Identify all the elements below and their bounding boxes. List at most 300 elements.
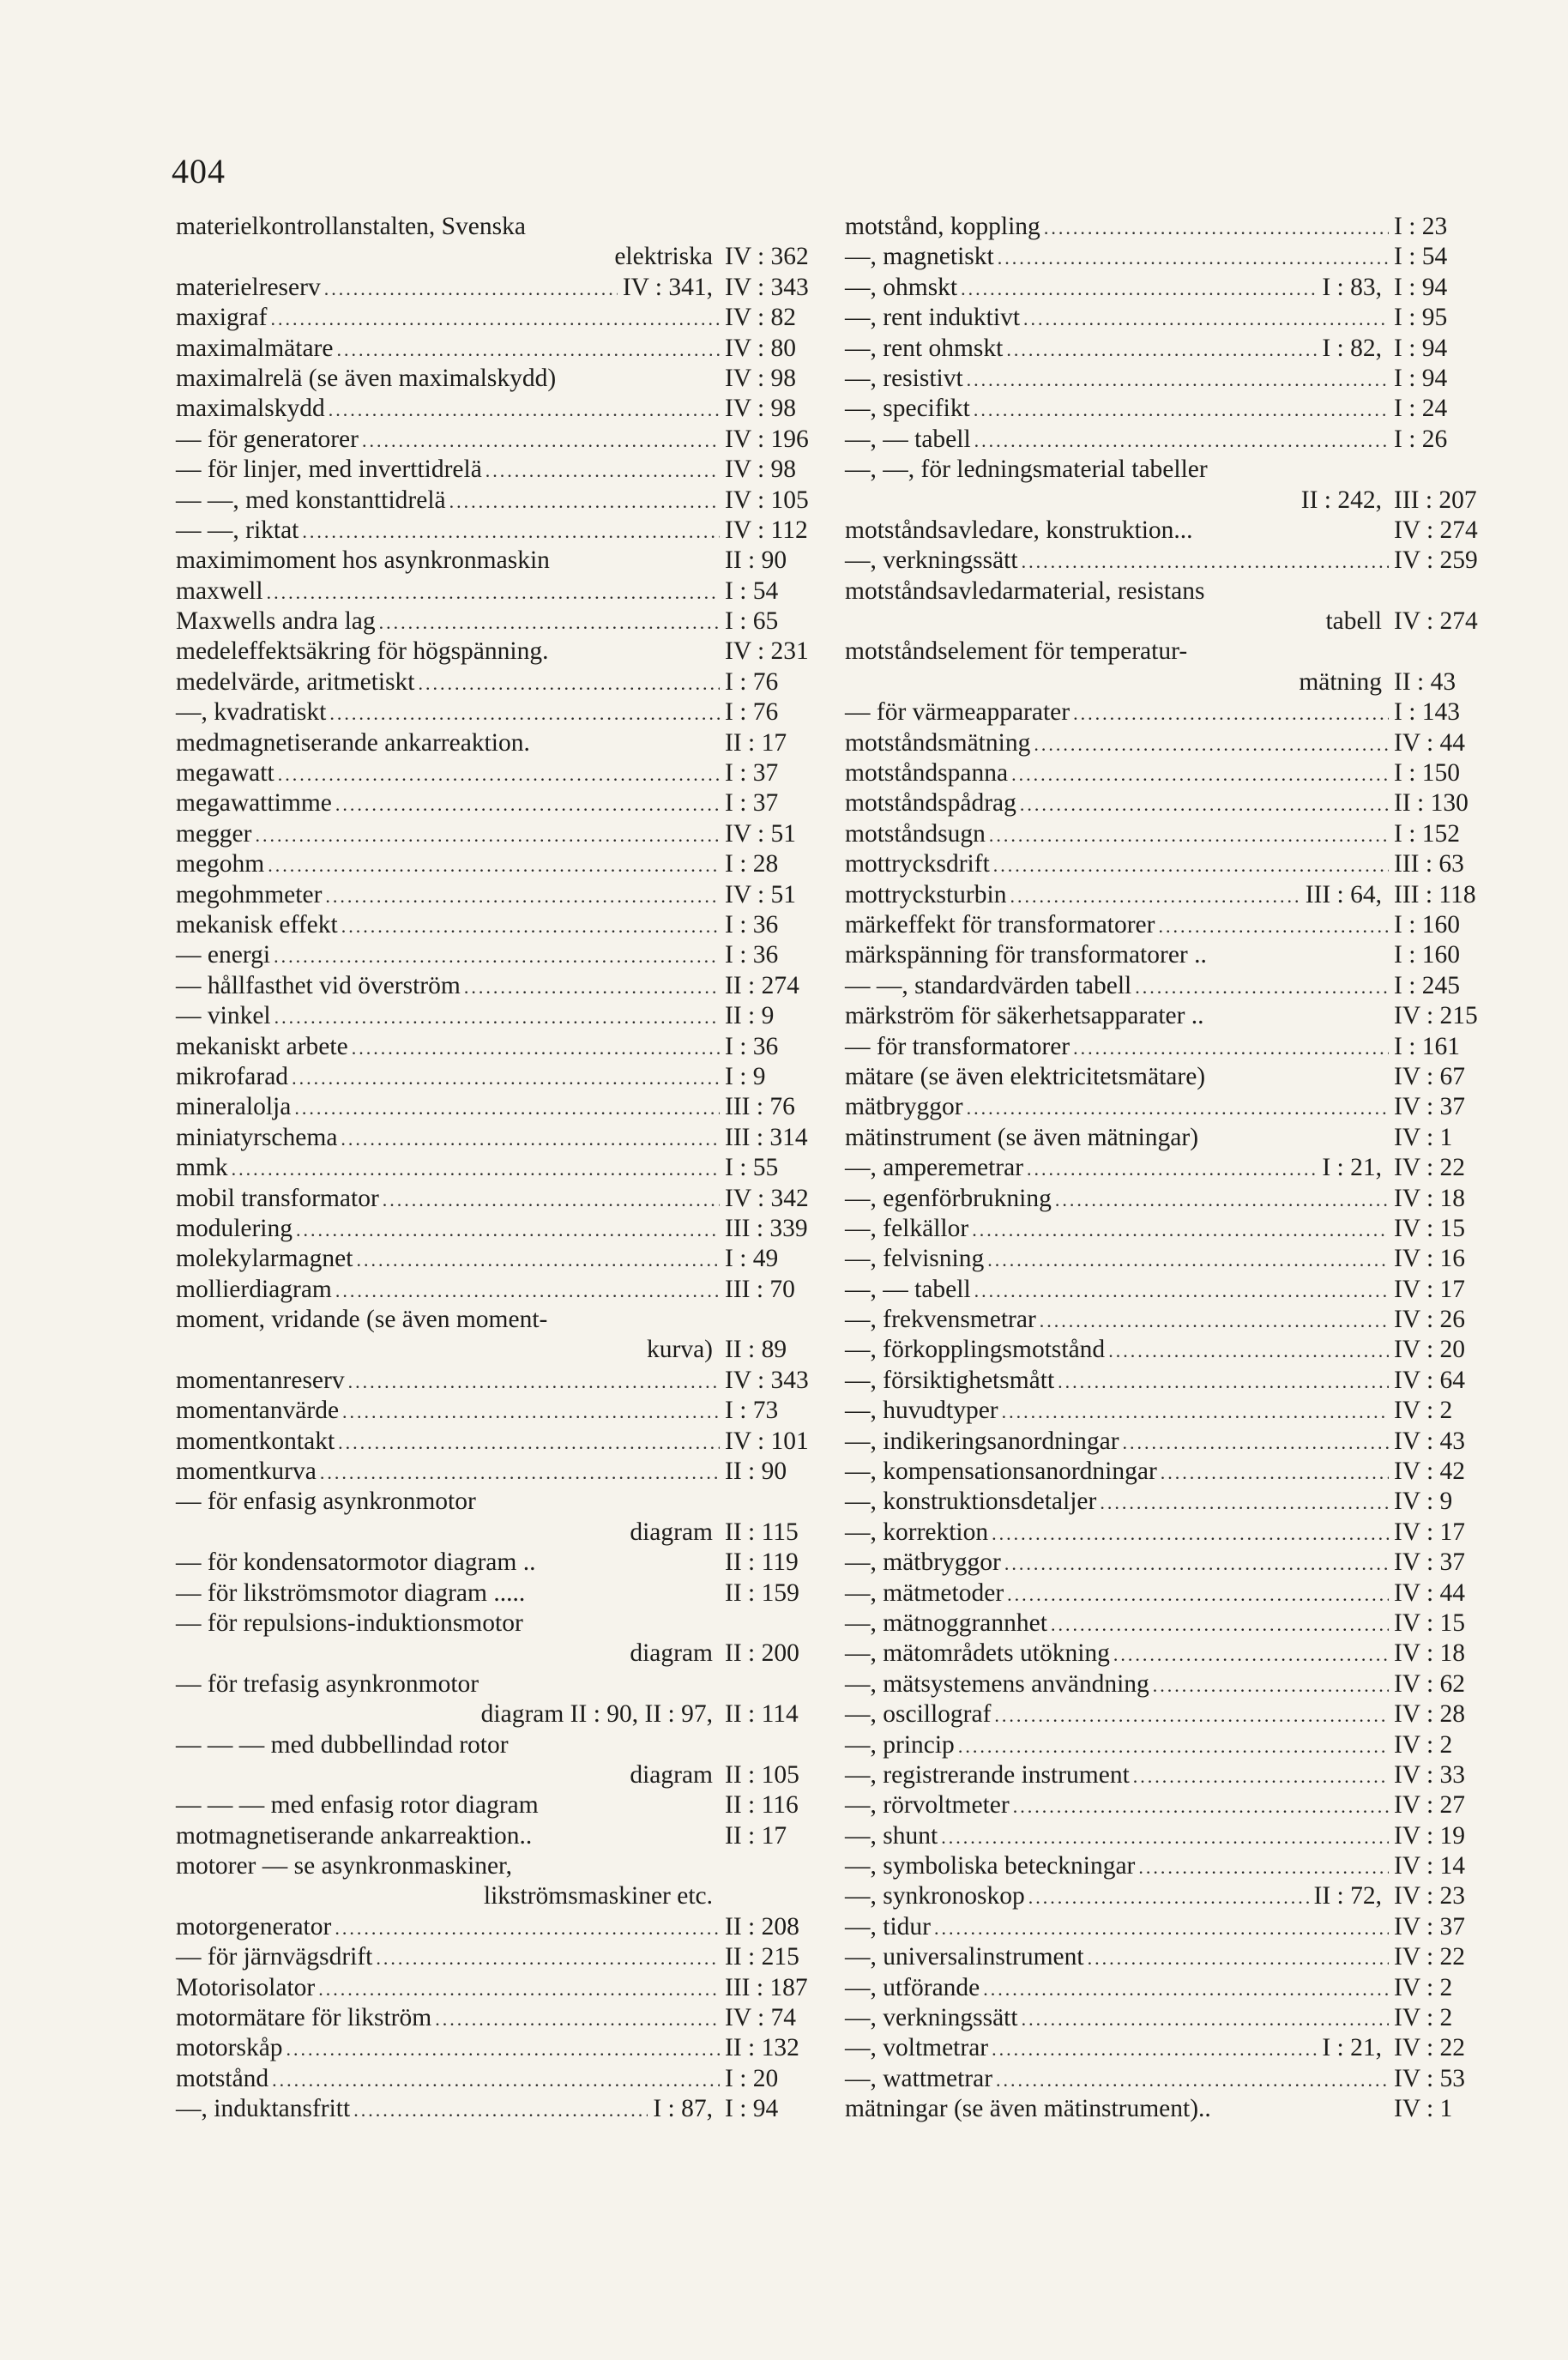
index-term: megawatt [176,759,274,788]
index-entry [845,576,1497,607]
index-term: —, rent ohmskt [845,334,1004,362]
dot-leader [318,1974,720,2004]
dot-leader [270,304,720,334]
index-entry [176,273,828,303]
index-page-ref: IV : 22 [1394,1154,1466,1182]
dot-leader [1133,1761,1389,1791]
index-page-ref: I : 65 [725,607,779,636]
index-entry [176,2003,828,2033]
dot-leader [376,1943,720,1973]
index-page-ref: IV : 14 [1394,1852,1466,1880]
index-term: mekanisk effekt [176,910,338,939]
index-entry [176,2033,828,2063]
dot-leader [379,607,720,637]
index-entry [845,1153,1497,1183]
index-entry [176,1639,828,1669]
dot-leader [996,2065,1389,2095]
index-entry [845,273,1497,303]
index-page-ref: II : 132 [725,2034,799,2062]
dot-leader [232,1154,720,1184]
index-term: —, specifikt [845,395,970,423]
index-term: —, —, för ledningsmaterial tabeller [845,456,1208,484]
index-entry [845,1214,1497,1244]
index-entry [176,1487,828,1517]
index-term: —, induktansfritt [176,2095,351,2123]
index-entry [176,1730,828,1760]
index-entry [845,2094,1497,2124]
dot-leader [1004,1548,1389,1578]
index-term: —, mätbryggor [845,1548,1001,1577]
index-entry [845,1942,1497,1972]
index-secondary-ref: I : 87, [653,2095,713,2123]
index-entry [176,1184,828,1214]
index-term: märkström för säkerhetsapparater .. [845,1002,1204,1030]
index-term: —, huvudtyper [845,1397,998,1425]
index-entry [176,697,828,727]
index-term: maxwell [176,576,263,605]
index-page-ref: II : 43 [1394,667,1456,696]
dot-leader [274,1002,720,1032]
index-term: — för järnvägsdrift [176,1943,373,1971]
index-page-ref: I : 76 [725,667,779,696]
index-entry [845,394,1497,424]
index-page-ref: IV : 23 [1394,1882,1466,1910]
index-term: —, mätområdets utökning [845,1639,1110,1668]
index-term: mätare (se även elektricitetsmätare) [845,1062,1206,1090]
dot-leader [1040,1306,1389,1336]
index-term: tabell [1325,607,1382,636]
index-term: elektriska [614,243,713,271]
index-entry [176,880,828,910]
index-term: —, amperemetrar [845,1154,1024,1182]
index-entry [845,1973,1497,2003]
index-entry [845,1275,1497,1305]
dot-leader [1100,1488,1389,1518]
index-term: Motorisolator [176,1973,316,2001]
index-entry [845,940,1497,970]
dot-leader [974,426,1389,456]
dot-leader [1020,789,1389,819]
dot-leader [255,820,720,850]
index-term: —, indikeringsanordningar [845,1427,1119,1455]
dot-leader [1088,1943,1389,1973]
index-page-ref: I : 37 [725,759,779,788]
index-term: — energi [176,941,271,969]
index-term: —, kvadratiskt [176,698,327,727]
index-entry [845,334,1497,364]
dot-leader [485,456,720,486]
index-term: —, resistivt [845,364,963,392]
index-entry [845,1092,1497,1122]
index-term: mobil transformator [176,1184,379,1212]
index-page-ref: I : 24 [1394,395,1448,423]
index-entry [845,1699,1497,1729]
dot-leader [967,1093,1389,1123]
index-page-ref: IV : 342 [725,1184,809,1212]
index-term: —, egenförbrukning [845,1184,1052,1212]
index-entry [845,667,1497,697]
index-term: materielreserv [176,273,321,301]
index-entry [176,971,828,1001]
index-entry [176,364,828,394]
index-page-ref: I : 49 [725,1245,779,1273]
index-entry [176,1244,828,1274]
index-page-ref: IV : 37 [1394,1912,1466,1941]
index-page-ref: IV : 15 [1394,1609,1466,1637]
index-term: mottrycksturbin [845,880,1007,908]
index-term: — — — med enfasig rotor diagram [176,1791,539,1820]
index-entry [176,1881,828,1911]
index-term: mottrycksdrift [845,850,990,878]
index-page-ref: IV : 343 [725,1366,809,1394]
index-page-ref: IV : 37 [1394,1093,1466,1121]
index-entry [845,1912,1497,1942]
index-page-ref: IV : 196 [725,425,809,453]
index-page-ref: IV : 101 [725,1427,809,1455]
index-entry [845,486,1497,516]
index-column-left [176,212,828,2125]
dot-leader [1073,1033,1389,1063]
dot-leader [1007,1579,1389,1609]
index-term: II : 242, [1300,486,1382,514]
index-term: mekaniskt arbete [176,1032,348,1060]
index-term: —, försiktighetsmått [845,1366,1055,1394]
index-secondary-ref: III : 64, [1305,880,1382,908]
index-entry [176,1942,828,1972]
index-term: molekylarmagnet [176,1245,353,1273]
index-page-ref: IV : 43 [1394,1427,1466,1455]
index-entry [845,1244,1497,1274]
index-page-ref: IV : 15 [1394,1214,1466,1242]
index-entry [176,1396,828,1426]
index-page-ref: IV : 112 [725,516,808,544]
index-page-ref: II : 90 [725,546,787,575]
index-entry [176,1578,828,1609]
index-page-ref: II : 105 [725,1760,799,1789]
index-page-ref: IV : 274 [1394,516,1478,544]
index-entry [845,546,1497,576]
dot-leader [449,486,720,516]
index-entry [845,1790,1497,1820]
index-term: diagram [630,1760,713,1789]
index-term: materielkontrollanstalten, Svenska [176,213,526,240]
index-term: —, mätnoggrannhet [845,1609,1047,1637]
index-term: — för enfasig asynkronmotor [176,1488,476,1516]
index-term: diagram II : 90, II : 97, [480,1700,713,1729]
index-term: — för trefasig asynkronmotor [176,1669,479,1698]
index-page-ref: I : 143 [1394,698,1461,727]
dot-leader [286,2034,720,2064]
dot-leader [1022,546,1389,576]
dot-leader [1138,1852,1389,1882]
index-term: —, verkningssätt [845,546,1018,575]
index-page-ref: IV : 274 [1394,607,1478,636]
dot-leader [934,1913,1389,1943]
index-term: — för linjer, med inverttidrelä [176,456,482,484]
index-term: megohm [176,850,265,878]
index-term: —, — tabell [845,1275,971,1303]
index-term: —, voltmetrar [845,2034,989,2062]
index-entry [176,303,828,333]
index-page-ref: II : 274 [725,971,799,999]
index-entry [845,1578,1497,1609]
index-term: —, rent induktivt [845,304,1021,332]
dot-leader [1010,881,1300,911]
index-entry [176,1032,828,1062]
index-page-ref: III : 187 [725,1973,808,2001]
dot-leader [1058,1367,1389,1397]
dot-leader [992,2034,1317,2064]
index-secondary-ref: I : 83, [1322,273,1382,301]
dot-leader [974,1276,1389,1306]
dot-leader [435,2004,720,2034]
dot-leader [272,2065,720,2095]
index-term: motståndspådrag [845,789,1016,818]
index-entry [176,1973,828,2003]
index-entry [176,819,828,849]
index-term: —, rörvoltmeter [845,1791,1010,1820]
index-entry [176,1851,828,1881]
index-term: —, universalinstrument [845,1943,1084,1971]
index-term: —, wattmetrar [845,2064,993,2092]
index-term: motståndspanna [845,759,1009,788]
dot-leader [1158,911,1389,941]
dot-leader [335,1276,720,1306]
index-page-ref: IV : 37 [1394,1548,1466,1577]
index-term: —, synkronoskop [845,1882,1025,1910]
dot-leader [335,789,720,819]
index-term: — för repulsions-induktionsmotor [176,1609,523,1637]
index-page-ref: IV : 80 [725,334,797,362]
index-term: — för likströmsmotor diagram ..... [176,1578,526,1607]
dot-leader [352,1033,720,1063]
index-term: mätbryggor [845,1093,963,1121]
index-term: mätningar (se även mätinstrument).. [845,2095,1211,2123]
index-entry [845,1487,1497,1517]
dot-leader [987,1245,1389,1275]
dot-leader [998,243,1389,273]
index-page-ref: I : 94 [1394,273,1448,301]
index-page-ref: II : 114 [725,1700,799,1729]
index-page-ref: I : 23 [1394,213,1448,240]
index-term: diagram [630,1639,713,1668]
index-entry [176,1912,828,1942]
dot-leader [992,1518,1389,1548]
index-term: motorer — se asynkronmaskiner, [176,1852,513,1880]
index-page-ref: I : 94 [725,2095,779,2123]
index-entry [845,1184,1497,1214]
dot-leader [294,1093,720,1123]
index-page-ref: IV : 362 [725,243,809,271]
dot-leader [342,1397,720,1427]
index-page-ref: III : 207 [1394,486,1477,514]
index-term: diagram [630,1518,713,1546]
index-entry [176,1457,828,1487]
index-term: —, konstruktionsdetaljer [845,1488,1097,1516]
index-entry [845,242,1497,272]
index-entry [845,758,1497,788]
index-page-ref: II : 89 [725,1336,787,1364]
index-term: motståndsavledare, konstruktion... [845,516,1193,544]
index-column-right [845,212,1497,2125]
index-page-ref: IV : 19 [1394,1821,1466,1850]
index-page-ref: I : 152 [1394,819,1461,848]
index-page-ref: IV : 20 [1394,1336,1466,1364]
dot-leader [302,516,720,546]
index-entry [845,1427,1497,1457]
index-entry [845,1881,1497,1911]
index-page-ref: IV : 44 [1394,728,1466,757]
index-page-ref: IV : 74 [725,2004,797,2032]
dot-leader [278,759,720,789]
index-entry [845,1123,1497,1153]
index-entry [845,1001,1497,1031]
index-term: megohmmeter [176,880,323,908]
index-page-ref: IV : 67 [1394,1062,1466,1090]
index-entry [176,242,828,272]
index-term: — vinkel [176,1002,271,1030]
dot-leader [967,365,1389,395]
index-entry [845,1305,1497,1335]
index-page-ref: I : 55 [725,1154,779,1182]
index-entry [176,212,828,242]
dot-leader [1108,1336,1389,1366]
index-entry [176,516,828,546]
index-page-ref: III : 339 [725,1214,808,1242]
dot-leader [268,850,720,880]
index-page-ref: III : 63 [1394,850,1464,878]
index-entry [176,2064,828,2094]
index-page-ref: I : 160 [1394,941,1461,969]
index-entry [176,910,828,940]
index-term: modulering [176,1214,293,1242]
dot-leader [961,274,1317,304]
dot-leader [983,1974,1389,2004]
dot-leader [338,1427,720,1458]
index-entry [176,667,828,697]
dot-leader [989,820,1389,850]
index-entry [845,607,1497,637]
index-entry [845,1851,1497,1881]
dot-leader [325,881,720,911]
index-page-ref: I : 37 [725,789,779,818]
index-page-ref: IV : 231 [725,637,809,666]
index-entry [176,1790,828,1820]
index-entry [845,516,1497,546]
index-entry [845,1548,1497,1578]
dot-leader [464,972,720,1002]
index-page-ref: IV : 16 [1394,1245,1466,1273]
index-term: —, förkopplingsmotstånd [845,1336,1106,1364]
index-page-ref: IV : 82 [725,304,797,332]
dot-leader [1161,1458,1389,1488]
index-page-ref: IV : 2 [1394,2004,1453,2032]
index-page-ref: IV : 98 [725,364,797,392]
index-page-ref: IV : 33 [1394,1760,1466,1789]
index-entry [845,1730,1497,1760]
index-secondary-ref: I : 21, [1322,1154,1382,1182]
index-term: — för värmeapparater [845,698,1070,727]
dot-leader [1027,1154,1317,1184]
index-term: mineralolja [176,1093,292,1121]
index-page-ref: I : 20 [725,2064,779,2092]
index-term: —, utförande [845,1973,980,2001]
index-page-ref: I : 160 [1394,910,1461,939]
index-entry [845,1032,1497,1062]
index-page-ref: III : 118 [1394,880,1476,908]
index-entry [845,1335,1497,1365]
index-page-ref: I : 26 [1394,425,1448,453]
index-term: motmagnetiserande ankarreaktion.. [176,1821,533,1850]
index-term: momentkontakt [176,1427,335,1455]
index-entry [176,1153,828,1183]
index-entry [176,728,828,758]
dot-leader [958,1731,1389,1761]
index-page-ref: IV : 53 [1394,2064,1466,2092]
index-entry [845,1457,1497,1487]
index-secondary-ref: II : 72, [1313,1882,1382,1910]
dot-leader [1034,729,1389,759]
index-term: miniatyrschema [176,1123,338,1151]
index-entry [845,2003,1497,2033]
index-entry [176,546,828,576]
index-term: —, mätmetoder [845,1578,1004,1607]
index-term: motståndsavledarmaterial, resistans [845,576,1205,605]
index-term: motstånd, koppling [845,213,1040,240]
index-entry [176,940,828,970]
index-entry [845,880,1497,910]
dot-leader [1153,1670,1389,1700]
index-page-ref: IV : 51 [725,819,797,848]
index-entry [845,910,1497,940]
index-entry [176,1092,828,1122]
index-secondary-ref: I : 21, [1322,2034,1382,2062]
index-page-ref: IV : 2 [1394,1730,1453,1759]
index-entry [845,637,1497,667]
index-term: Maxwells andra lag [176,607,376,636]
dot-leader [353,2095,648,2125]
index-term: — —, standardvärden tabell [845,971,1132,999]
index-page-ref: IV : 17 [1394,1518,1466,1546]
index-term: motståndsmätning [845,728,1031,757]
dot-leader [419,668,720,698]
index-entry [176,1609,828,1639]
dot-leader [1113,1639,1389,1669]
index-page-ref: IV : 343 [725,273,809,301]
index-entry [176,486,828,516]
index-term: motorskåp [176,2034,283,2062]
index-term: medmagnetiserande ankarreaktion. [176,728,530,757]
index-page-ref: IV : 27 [1394,1791,1466,1820]
index-term: — för generatorer [176,425,359,453]
index-page-ref: I : 73 [725,1397,779,1425]
index-entry [176,1001,828,1031]
dot-leader [1044,213,1389,243]
index-page-ref: IV : 2 [1394,1397,1453,1425]
index-entry [176,576,828,607]
index-entry [176,455,828,485]
index-term: mätinstrument (se även mätningar) [845,1123,1199,1151]
index-page-ref: IV : 51 [725,880,797,908]
index-entry [176,334,828,364]
index-term: —, korrektion [845,1518,989,1546]
index-entry [176,607,828,637]
dot-leader [383,1185,720,1215]
index-entry [176,1548,828,1578]
index-entry [176,1821,828,1851]
index-entry [845,1062,1497,1092]
dot-leader [356,1245,720,1275]
